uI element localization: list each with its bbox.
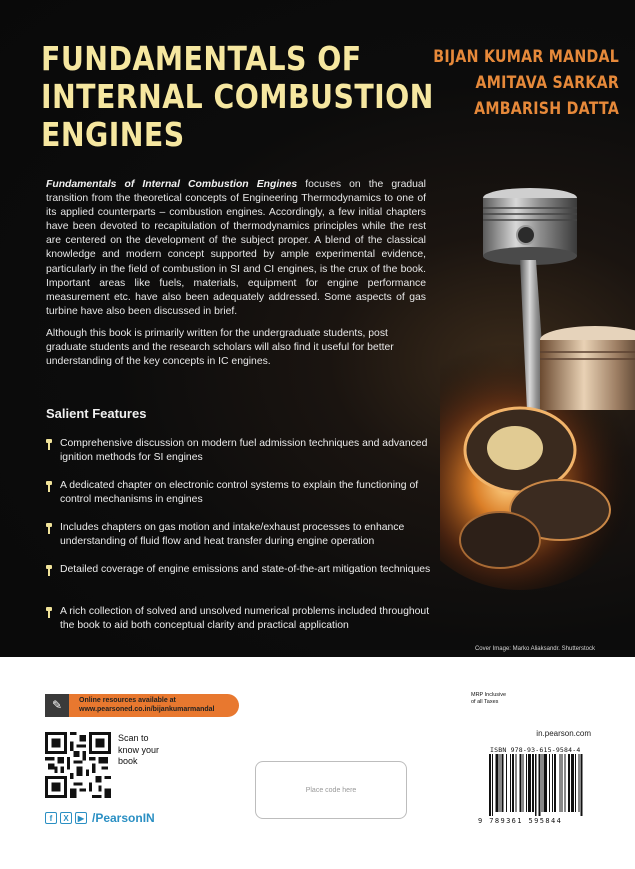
online-resources-banner[interactable] [45,694,239,717]
feature-text: Comprehensive discussion on modern fuel admission techniques and advanced ignition methods for SI engines [60,438,428,463]
x-icon[interactable]: X [60,812,72,824]
piston-engine-illustration [440,180,635,650]
online-resources-url[interactable]: www.pearsoned.co.in/bijankumarmandal [79,705,215,713]
feature-text: Includes chapters on gas motion and intake/exhaust processes to enhance understanding of fluid flow and heat transfer during engine operation [60,522,405,547]
barcode-bar [532,754,534,812]
feature-text: A dedicated chapter on electronic control systems to explain the functioning of control mechanisms in engines [60,480,419,505]
barcode-bar [542,754,543,812]
image-credit: Cover Image: Marko Aliaksandr. Shutterstock [474,646,595,652]
barcode-bar [489,754,491,816]
bullet-icon [46,481,52,492]
author-list [433,44,619,122]
barcode-bar [519,754,521,812]
barcode-bar [580,754,582,816]
barcode-bar [552,754,553,812]
description-body: focuses on the gradual transition from the theoretical concepts of Engineering Thermodynamics to one of its applied counterparts – combustion engines. Accordingly, a few initial chapters have been devoted to recapitulation of thermodynamics principles while the rest are centered on the development of the subject proper. A blend of the classical knowledge and modern concept supported by ample experimental evidence, particularly in the field of combustion in SI and CI engines, is the crux of the book. Important areas like fuels, materials, equipment for engine performance measurement etc. have also been adequately addressed. Some aspects of gas turbine have also been discussed in brief. [46,179,426,317]
barcode-bar [510,754,511,812]
mouse-cursor-icon: ✎ [45,694,69,717]
isbn-label: ISBN 978-93-615-9584-4 [490,746,581,754]
author-name: BIJAN KUMAR MANDAL [433,47,619,66]
publisher-website[interactable]: in.pearson.com [536,729,591,738]
list-item [46,479,436,521]
qr-code-icon[interactable] [45,732,111,798]
title-line-3: ENGINES [41,115,185,154]
mrp-line: MRP Inclusive [471,692,507,698]
author-name: AMBARISH DATTA [474,99,619,118]
list-item [46,563,436,605]
barcode-bar [502,754,504,812]
barcode-bar [549,754,550,812]
feature-text: Detailed coverage of engine emissions and state-of-the-art mitigation techniques [60,564,431,575]
isbn-digits: 9 789361 595844 [478,817,563,825]
social-links [45,811,155,825]
youtube-icon[interactable]: ▶ [75,812,87,824]
list-item [46,605,436,647]
feature-text: A rich collection of solved and unsolved numerical problems included throughout the book to aid both conceptual clarity and practical application [60,606,430,631]
barcode-bar [565,754,566,812]
barcode-bar [575,754,576,812]
online-resources-text [79,697,215,714]
barcode-bar [568,754,570,812]
code-placeholder-box: Place code here [255,761,407,819]
barcode-bar [500,754,501,812]
social-handle[interactable]: /PearsonIN [92,811,155,825]
barcode-bar [492,754,493,816]
book-description [46,178,426,319]
barcode-bar [528,754,531,812]
barcode-bar [578,754,579,812]
online-resources-line: Online resources available at [79,697,176,704]
bullet-icon [46,565,52,576]
scan-instruction: Scan to know your book [118,733,160,766]
barcode-bar [523,754,524,812]
mrp-note [471,692,506,705]
barcode-bar [544,754,547,812]
barcode-bar [559,754,560,812]
bullet-icon [46,523,52,534]
bullet-icon [46,607,52,618]
barcode-bar [571,754,574,812]
book-description-secondary: Although this book is primarily written for the undergraduate students, post graduate students and the research scholars will also find it useful for better understanding of the key concepts in IC engines. [46,328,394,368]
barcode-bar [554,754,556,812]
barcode-bar [515,754,516,812]
description-book-title: Fundamentals of Internal Combustion Engines [46,179,298,190]
barcode-bar [535,754,536,816]
list-item [46,521,436,563]
barcode-bar [538,754,540,816]
barcode-bar [506,754,507,812]
barcode-bar [526,754,527,812]
title-line-2: INTERNAL COMBUSTION [41,77,434,116]
barcode-icon [489,754,587,816]
list-item [46,437,436,479]
salient-features-list [46,437,436,647]
bullet-icon [46,439,52,450]
salient-features-heading: Salient Features [46,406,147,421]
barcode-bar [512,754,514,812]
barcode-bar [495,754,498,812]
mrp-line: of all Taxes [471,698,499,705]
facebook-icon[interactable]: f [45,812,57,824]
title-line-1: FUNDAMENTALS OF [41,39,362,78]
author-name: AMITAVA SARKAR [475,73,619,92]
barcode-bar [561,754,562,812]
book-title [41,40,434,154]
